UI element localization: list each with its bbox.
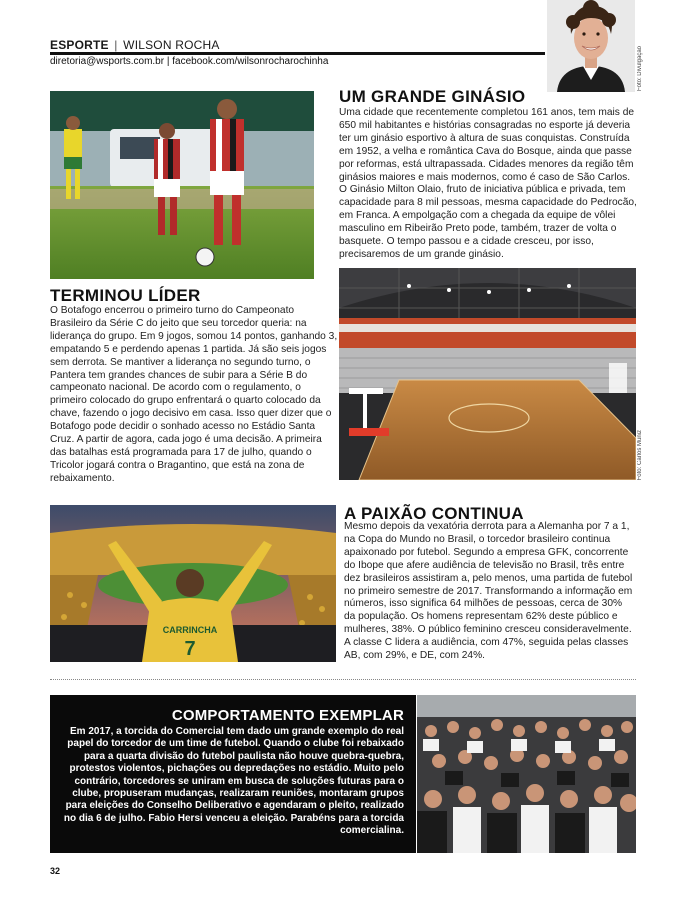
section-separator: | xyxy=(114,38,118,52)
lider-headline: TERMINOU LÍDER xyxy=(50,286,201,305)
paixao-headline: A PAIXÃO CONTINUA xyxy=(344,504,524,523)
comercial-fans-photo xyxy=(417,695,636,853)
jersey-name: CARRINCHA xyxy=(162,625,218,635)
ginasio-body: Uma cidade que recentemente completou 161 anos, tem mais de 650 mil habitantes e histórias consagradas no esporte já deveria ter um ginásio esportivo à altura de suas conquistas. Construída em 1952, a velha e romântica Cava do Bosque, ainda que passe por reformas, está ultrapassada. Cidades menores da região têm ginásios maiores e mais modernos, como é caso de São Carlos. O Ginásio Milton Olaio, fruto de iniciativa pública e privada, tem capacidade para 8 mil pessoas, mesma capacidade do Pedrocão, em Franca. A empolgação com a chegada da equipe de vôlei masculino em Ribeirão Preto pode, também, trazer de volta o basquete. O tempo passou e a cidade cresceu, por isso, precisaremos de um grande ginásio. xyxy=(339,107,637,260)
header-rule xyxy=(50,52,545,55)
lider-body: O Botafogo encerrou o primeiro turno do Campeonato Brasileiro da Série C do jeito que seu torcedor queria: na liderança do grupo. Em 9 jogos, somou 14 pontos, ganhando 3, empatando 5 e perdendo apenas 1 partida. Já são seis jogos sem derrota. Se mantiver a liderança no segundo turno, o Pantera tem grandes chances de subir para a Série B do campeonato nacional. De acordo com o regulamento, o primeiro colocado do grupo enfrentará o quarto colocado da chave, fazendo o jogo decisivo em casa. Isso quer dizer que o Botafogo pode decidir o sonhado acesso no Estádio Santa Cruz. A partir de agora, cada jogo é uma decisão. A primeira das batalhas está programada para 17 de julho, quando o Tricolor jogará contra o Bragantino, que está na zona de rebaixamento. xyxy=(50,305,338,484)
author-name: WILSON ROCHA xyxy=(123,38,220,52)
comportamento-box xyxy=(50,695,416,853)
section-name: ESPORTE xyxy=(50,38,109,52)
comportamento-headline: COMPORTAMENTO EXEMPLAR xyxy=(171,707,404,724)
page-number: 32 xyxy=(50,866,61,876)
gymnasium-photo-credit: Foto: Carlos Muniz xyxy=(637,430,643,481)
author-contact: diretoria@wsports.com.br | facebook.com/wilsonrocharochinha xyxy=(50,56,329,67)
football-match-photo xyxy=(50,91,314,279)
author-photo xyxy=(547,0,635,92)
author-photo-credit: Foto: Divulgação xyxy=(637,46,643,92)
svg-text:7: 7 xyxy=(184,638,196,660)
section-label xyxy=(50,38,220,52)
comportamento-body: Em 2017, a torcida do Comercial tem dado um grande exemplo do real papel do torcedor de um time de futebol. Quando o clube foi rebaixado para a quarta divisão do futebol paulista não houve quebra-quebra, protestos violentos, pichações ou depredações no estádio. Muito pelo contrário, torcedores se uniram em busca de soluções futuras para o clube, propuseram mudanças, realizaram reuniões, montaram grupos para eleições do Conselho Deliberativo e agendaram o pleito, realizado no dia 6 de julho. Fabio Hersi venceu a eleição. Parabéns para a torcida comercialina. xyxy=(63,726,404,837)
ginasio-headline: UM GRANDE GINÁSIO xyxy=(339,87,526,106)
section-divider xyxy=(50,679,636,680)
paixao-body: Mesmo depois da vexatória derrota para a Alemanha por 7 a 1, na Copa do Mundo no Brasil, o torcedor brasileiro continua apaixonado por futebol. Segundo a empresa GFK, concorrente do Ibope que afere audiência de televisão no Brasil, três entre dez brasileiros assistiram a, pelo menos, uma partida de futebol no primeiro semestre de 2017. Transformando a informação em números, isso significa 64 milhões de pessoas, cerca de 30% da população. Os homens representam 62% deste público e mulheres, 38%. O público feminino cresceu consideravelmente. A classe C lidera a audiência, com 47%, seguida pelas classes AB, com 29%, e DE, com 24%. xyxy=(344,521,633,662)
gymnasium-photo xyxy=(339,268,636,480)
stadium-fans-photo xyxy=(50,505,336,662)
